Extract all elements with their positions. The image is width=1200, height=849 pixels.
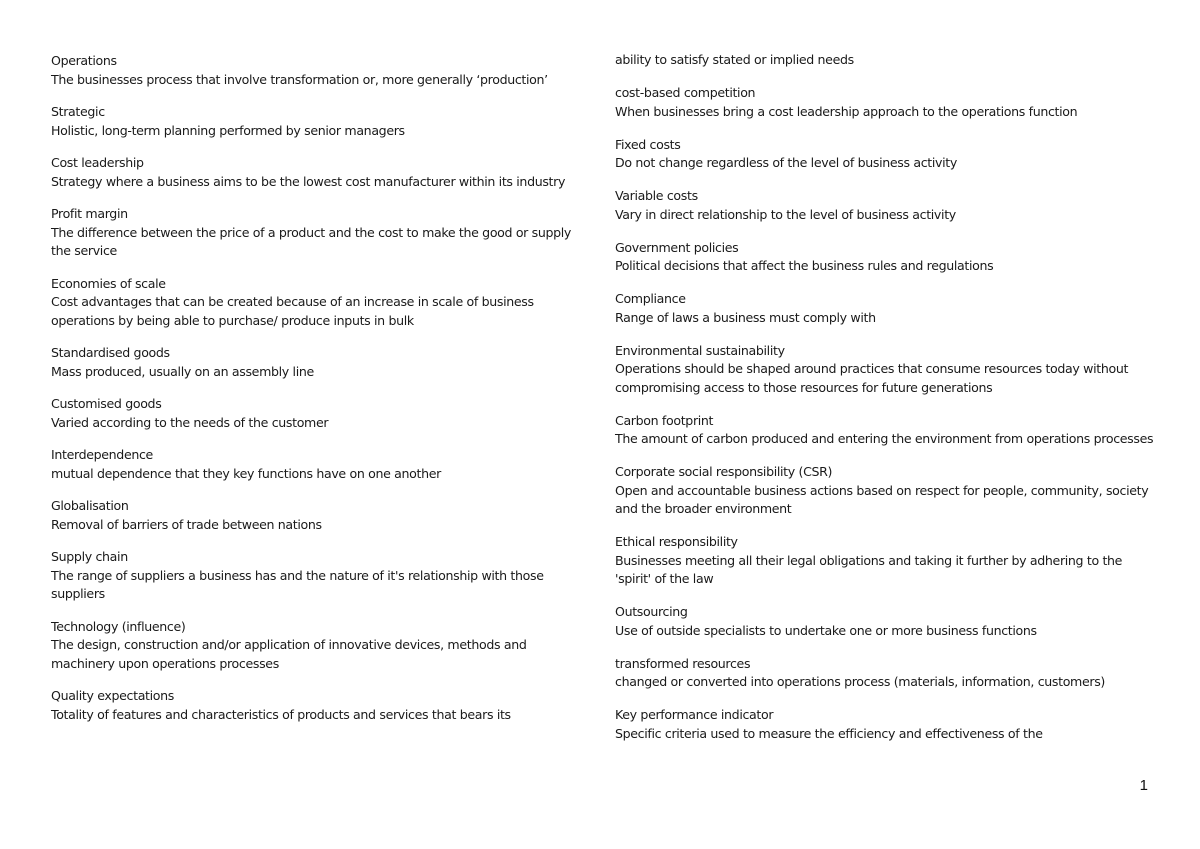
glossary-term: Compliance [615, 291, 686, 306]
glossary-entry [51, 618, 581, 674]
glossary-definition: The businesses process that involve transformation or, more generally ‘production’ [51, 71, 548, 87]
glossary-term: Economies of scale [51, 275, 166, 291]
glossary-term: transformed resources [615, 655, 751, 671]
right-glossary-column [615, 51, 1160, 758]
glossary-definition: mutual dependence that they key functions have on one another [51, 465, 441, 481]
glossary-entry [615, 463, 1160, 519]
glossary-entry [615, 136, 1160, 173]
glossary-entry [51, 52, 581, 89]
glossary-term: Cost leadership [51, 155, 144, 170]
glossary-definition: changed or converted into operations process (materials, information, customers) [615, 674, 1105, 689]
glossary-definition: The design, construction and/or application of innovative devices, methods and machinery upon operations processes [51, 637, 527, 671]
glossary-definition: The difference between the price of a product and the cost to make the good or supply the service [51, 224, 572, 258]
glossary-definition: Mass produced, usually on an assembly line [51, 363, 314, 379]
glossary-term: Globalisation [51, 498, 129, 513]
glossary-entry [51, 548, 581, 604]
glossary-term: Customised goods [51, 396, 162, 411]
glossary-term: Strategic [51, 104, 105, 119]
glossary-entry [51, 497, 581, 534]
glossary-definition: Vary in direct relationship to the level of business activity [615, 206, 956, 222]
glossary-entry [615, 342, 1160, 398]
glossary-definition: Strategy where a business aims to be the lowest cost manufacturer within its industry [51, 173, 566, 189]
glossary-entry [615, 533, 1160, 589]
glossary-term: Standardised goods [51, 345, 170, 360]
glossary-term: Technology (influence) [51, 618, 186, 634]
glossary-entry [51, 154, 581, 191]
glossary-entry [51, 205, 581, 261]
definition-continuation [615, 51, 1160, 70]
glossary-term: Fixed costs [615, 136, 681, 152]
glossary-definition: Open and accountable business actions based on respect for people, community, society and the broader environment [615, 482, 1149, 516]
glossary-term: Quality expectations [51, 688, 174, 703]
glossary-entry [51, 687, 581, 724]
glossary-term: Variable costs [615, 188, 698, 203]
glossary-entry [51, 446, 581, 483]
glossary-term: Interdependence [51, 447, 153, 462]
glossary-term: Operations [51, 53, 117, 68]
glossary-entry [51, 395, 581, 432]
glossary-term: Government policies [615, 239, 739, 255]
glossary-definition: Do not change regardless of the level of business activity [615, 155, 957, 170]
glossary-term: Key performance indicator [615, 707, 774, 722]
glossary-definition: Use of outside specialists to undertake one or more business functions [615, 622, 1037, 638]
glossary-entry [51, 275, 581, 331]
glossary-definition: The amount of carbon produced and entering the environment from operations processes [615, 431, 1154, 446]
page-number: 1 [1139, 777, 1148, 794]
glossary-entry [615, 603, 1160, 640]
glossary-entry [51, 103, 581, 140]
glossary-entry [51, 344, 581, 381]
glossary-entry [615, 412, 1160, 449]
glossary-term: cost-based competition [615, 85, 756, 100]
glossary-entry [615, 239, 1160, 276]
glossary-term: Carbon footprint [615, 412, 714, 428]
glossary-term: Supply chain [51, 549, 128, 564]
glossary-term: Corporate social responsibility (CSR) [615, 464, 833, 479]
glossary-entry [615, 706, 1160, 743]
glossary-definition: Political decisions that affect the business rules and regulations [615, 258, 994, 273]
glossary-term: Environmental sustainability [615, 342, 785, 358]
glossary-definition: Removal of barriers of trade between nations [51, 516, 322, 532]
glossary-definition: Specific criteria used to measure the efficiency and effectiveness of the [615, 725, 1043, 741]
glossary-definition: Holistic, long-term planning performed by senior managers [51, 122, 405, 138]
glossary-term: Ethical responsibility [615, 534, 738, 549]
glossary-term: Outsourcing [615, 604, 688, 619]
glossary-definition: The range of suppliers a business has and the nature of it's relationship with those suppliers [51, 567, 544, 601]
glossary-entry [615, 187, 1160, 224]
glossary-definition: Varied according to the needs of the customer [51, 414, 329, 430]
glossary-definition: When businesses bring a cost leadership approach to the operations function [615, 103, 1078, 119]
glossary-definition: Range of laws a business must comply with [615, 309, 876, 325]
glossary-entry [615, 290, 1160, 327]
glossary-entry [615, 655, 1160, 692]
glossary-definition: Totality of features and characteristics of products and services that bears its [51, 706, 511, 722]
glossary-definition: Operations should be shaped around practices that consume resources today without compromising access to those resources for future generations [615, 361, 1129, 395]
glossary-definition: Businesses meeting all their legal obligations and taking it further by adhering to the 'spirit' of the law [615, 552, 1123, 586]
left-glossary-column [51, 52, 581, 738]
glossary-term: Profit margin [51, 206, 128, 221]
glossary-definition-continued: ability to satisfy stated or implied needs [615, 52, 854, 67]
glossary-definition: Cost advantages that can be created because of an increase in scale of business operations by being able to purchase/ produce inputs in bulk [51, 294, 534, 328]
glossary-entry [615, 84, 1160, 121]
